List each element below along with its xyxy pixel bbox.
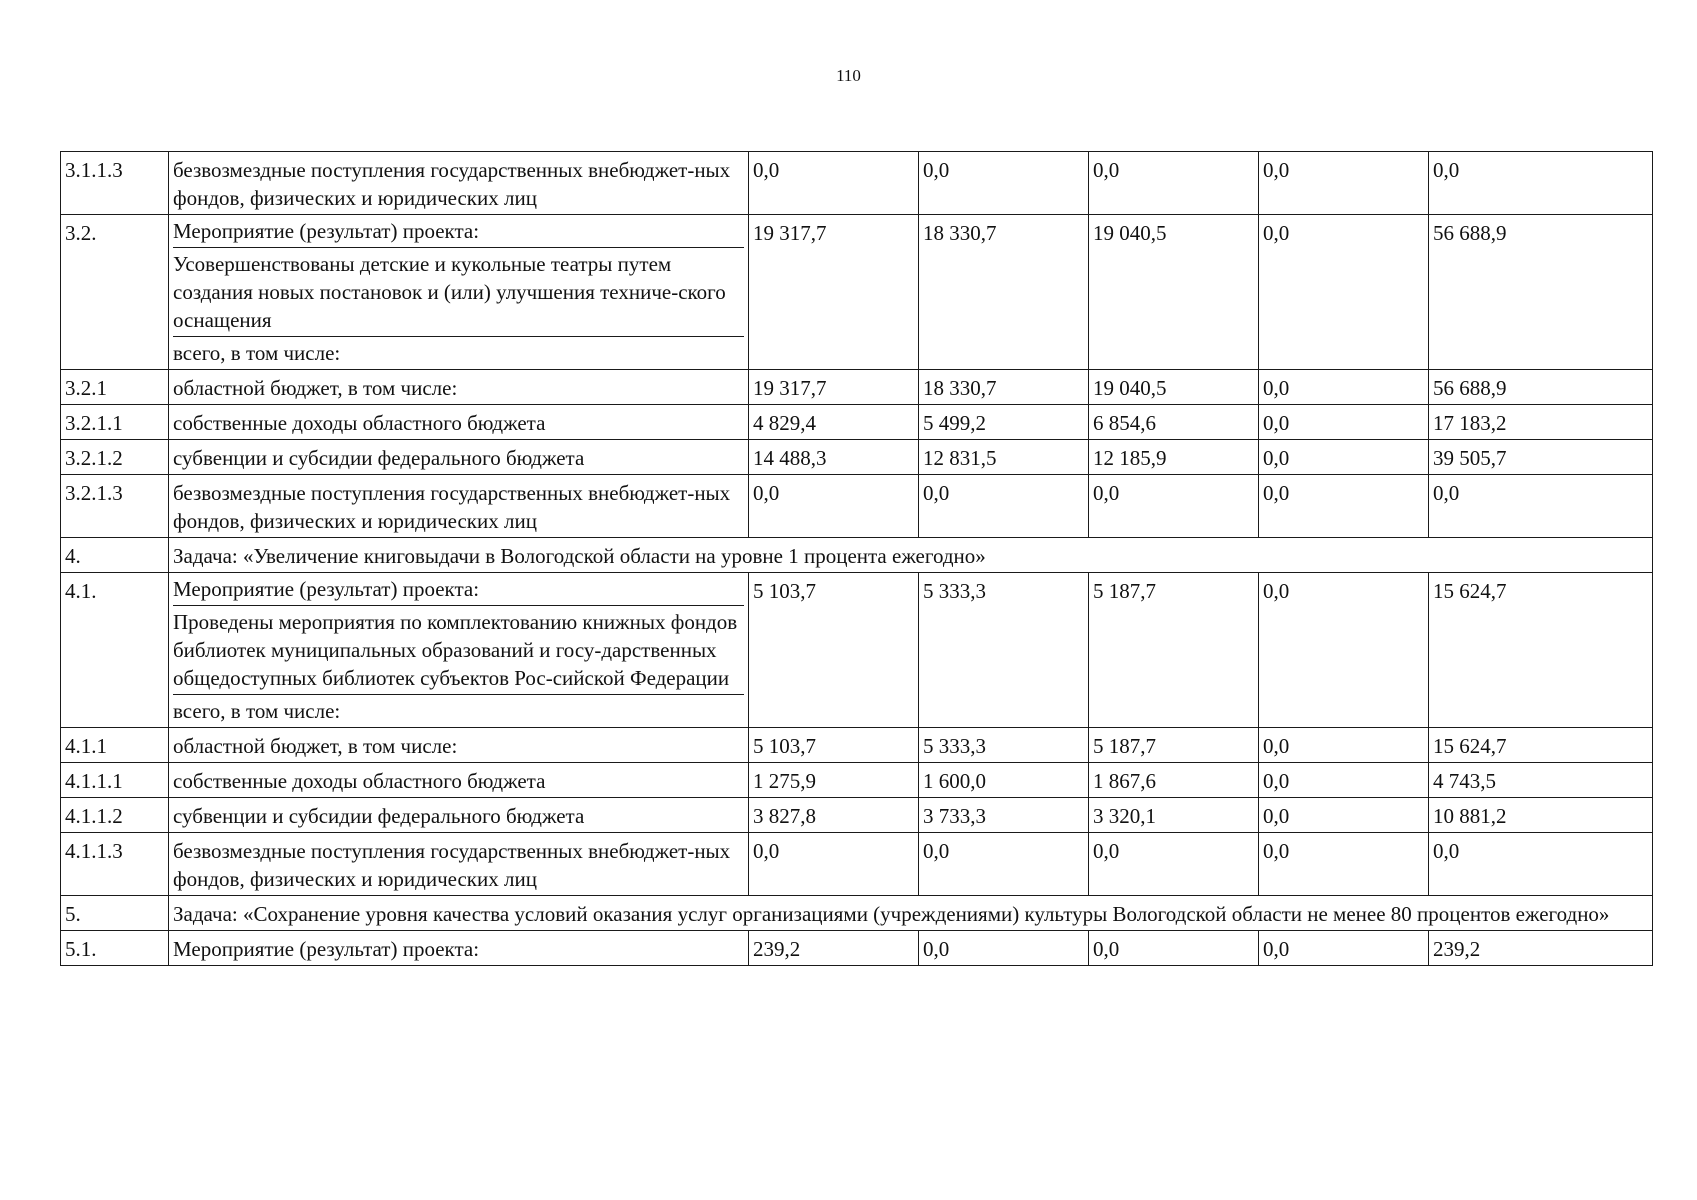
row-description: собственные доходы областного бюджета — [169, 405, 749, 440]
value-cell: 19 317,7 — [749, 370, 919, 405]
row-code: 5.1. — [61, 931, 169, 966]
value-total: 56 688,9 — [1429, 215, 1653, 370]
value-cell: 0,0 — [1089, 152, 1259, 215]
table-row — [61, 728, 1653, 763]
row-code: 4.1.1.1 — [61, 763, 169, 798]
value-total: 10 881,2 — [1429, 798, 1653, 833]
value-cell: 0,0 — [1259, 370, 1429, 405]
row-description: субвенции и субсидии федерального бюджета — [169, 798, 749, 833]
table-body — [61, 152, 1653, 966]
table-row — [61, 475, 1653, 538]
table-row — [61, 152, 1653, 215]
value-cell: 5 187,7 — [1089, 573, 1259, 728]
value-cell: 0,0 — [1259, 475, 1429, 538]
value-cell: 1 600,0 — [919, 763, 1089, 798]
value-cell: 14 488,3 — [749, 440, 919, 475]
value-cell: 0,0 — [1259, 931, 1429, 966]
row-code: 4.1.1.3 — [61, 833, 169, 896]
table-row — [61, 573, 1653, 728]
row-description: Мероприятие (результат) проекта: — [169, 931, 749, 966]
table-row — [61, 215, 1653, 370]
row-code: 3.1.1.3 — [61, 152, 169, 215]
value-cell: 0,0 — [1089, 833, 1259, 896]
row-code: 3.2. — [61, 215, 169, 370]
value-cell: 0,0 — [919, 152, 1089, 215]
value-cell: 0,0 — [1259, 405, 1429, 440]
task-heading: Задача: «Сохранение уровня качества условий оказания услуг организациями (учреждениями) культуры Вологодской области не менее 80 процентов ежегодно» — [169, 896, 1653, 931]
value-cell: 5 103,7 — [749, 573, 919, 728]
value-cell: 18 330,7 — [919, 370, 1089, 405]
value-cell: 0,0 — [749, 833, 919, 896]
table-row — [61, 440, 1653, 475]
table-row — [61, 833, 1653, 896]
row-description: областной бюджет, в том числе: — [169, 728, 749, 763]
row-description: безвозмездные поступления государственных внебюджет-ных фондов, физических и юридических лиц — [169, 833, 749, 896]
value-cell: 0,0 — [749, 475, 919, 538]
row-description — [169, 215, 749, 370]
value-cell: 18 330,7 — [919, 215, 1089, 370]
value-cell: 0,0 — [1259, 833, 1429, 896]
value-cell: 0,0 — [919, 833, 1089, 896]
table-row — [61, 405, 1653, 440]
row-code: 3.2.1 — [61, 370, 169, 405]
row-description: безвозмездные поступления государственных внебюджет-ных фондов, физических и юридических лиц — [169, 475, 749, 538]
row-description: безвозмездные поступления государственных внебюджет-ных фондов, физических и юридических лиц — [169, 152, 749, 215]
value-cell: 5 187,7 — [1089, 728, 1259, 763]
value-cell: 12 831,5 — [919, 440, 1089, 475]
value-cell: 0,0 — [1259, 798, 1429, 833]
table-row — [61, 798, 1653, 833]
value-cell: 0,0 — [1259, 440, 1429, 475]
row-code: 3.2.1.2 — [61, 440, 169, 475]
description-footer: всего, в том числе: — [173, 699, 341, 723]
row-description: субвенции и субсидии федерального бюджета — [169, 440, 749, 475]
row-description: собственные доходы областного бюджета — [169, 763, 749, 798]
description-body: Усовершенствованы детские и кукольные театры путем создания новых постановок и (или) улучшения техниче-ского оснащения — [173, 248, 744, 337]
value-cell: 0,0 — [1089, 475, 1259, 538]
value-cell: 1 275,9 — [749, 763, 919, 798]
value-cell: 3 827,8 — [749, 798, 919, 833]
value-cell: 0,0 — [919, 931, 1089, 966]
value-total: 17 183,2 — [1429, 405, 1653, 440]
table-row — [61, 763, 1653, 798]
value-cell: 12 185,9 — [1089, 440, 1259, 475]
value-cell: 0,0 — [1259, 215, 1429, 370]
value-cell: 3 733,3 — [919, 798, 1089, 833]
value-total: 0,0 — [1429, 833, 1653, 896]
value-cell: 3 320,1 — [1089, 798, 1259, 833]
value-total: 0,0 — [1429, 152, 1653, 215]
value-total: 15 624,7 — [1429, 573, 1653, 728]
table-row — [61, 538, 1653, 573]
value-cell: 0,0 — [1259, 573, 1429, 728]
value-cell: 6 854,6 — [1089, 405, 1259, 440]
value-cell: 19 040,5 — [1089, 370, 1259, 405]
value-cell: 19 317,7 — [749, 215, 919, 370]
description-footer: всего, в том числе: — [173, 341, 341, 365]
description-title: Мероприятие (результат) проекта: — [173, 573, 744, 606]
value-cell: 0,0 — [1089, 931, 1259, 966]
value-total: 56 688,9 — [1429, 370, 1653, 405]
row-code: 3.2.1.3 — [61, 475, 169, 538]
description-title: Мероприятие (результат) проекта: — [173, 215, 744, 248]
task-heading: Задача: «Увеличение книговыдачи в Вологодской области на уровне 1 процента ежегодно» — [169, 538, 1653, 573]
value-cell: 19 040,5 — [1089, 215, 1259, 370]
value-cell: 0,0 — [1259, 152, 1429, 215]
description-body: Проведены мероприятия по комплектованию книжных фондов библиотек муниципальных образований и госу-дарственных общедоступных библиотек субъектов Рос-сийской Федерации — [173, 606, 744, 695]
value-cell: 5 333,3 — [919, 573, 1089, 728]
row-code: 3.2.1.1 — [61, 405, 169, 440]
row-description: областной бюджет, в том числе: — [169, 370, 749, 405]
value-total: 39 505,7 — [1429, 440, 1653, 475]
budget-table — [60, 151, 1653, 966]
value-total: 4 743,5 — [1429, 763, 1653, 798]
value-cell: 0,0 — [919, 475, 1089, 538]
value-cell: 5 103,7 — [749, 728, 919, 763]
table-row — [61, 896, 1653, 931]
row-code: 4.1. — [61, 573, 169, 728]
value-total: 15 624,7 — [1429, 728, 1653, 763]
value-cell: 0,0 — [1259, 728, 1429, 763]
row-code: 5. — [61, 896, 169, 931]
value-cell: 239,2 — [749, 931, 919, 966]
row-description — [169, 573, 749, 728]
value-cell: 0,0 — [749, 152, 919, 215]
value-cell: 5 499,2 — [919, 405, 1089, 440]
value-cell: 5 333,3 — [919, 728, 1089, 763]
table-row — [61, 931, 1653, 966]
value-total: 0,0 — [1429, 475, 1653, 538]
row-code: 4. — [61, 538, 169, 573]
value-cell: 1 867,6 — [1089, 763, 1259, 798]
value-cell: 0,0 — [1259, 763, 1429, 798]
value-total: 239,2 — [1429, 931, 1653, 966]
table-row — [61, 370, 1653, 405]
value-cell: 4 829,4 — [749, 405, 919, 440]
row-code: 4.1.1 — [61, 728, 169, 763]
row-code: 4.1.1.2 — [61, 798, 169, 833]
page-number: 110 — [836, 66, 861, 85]
